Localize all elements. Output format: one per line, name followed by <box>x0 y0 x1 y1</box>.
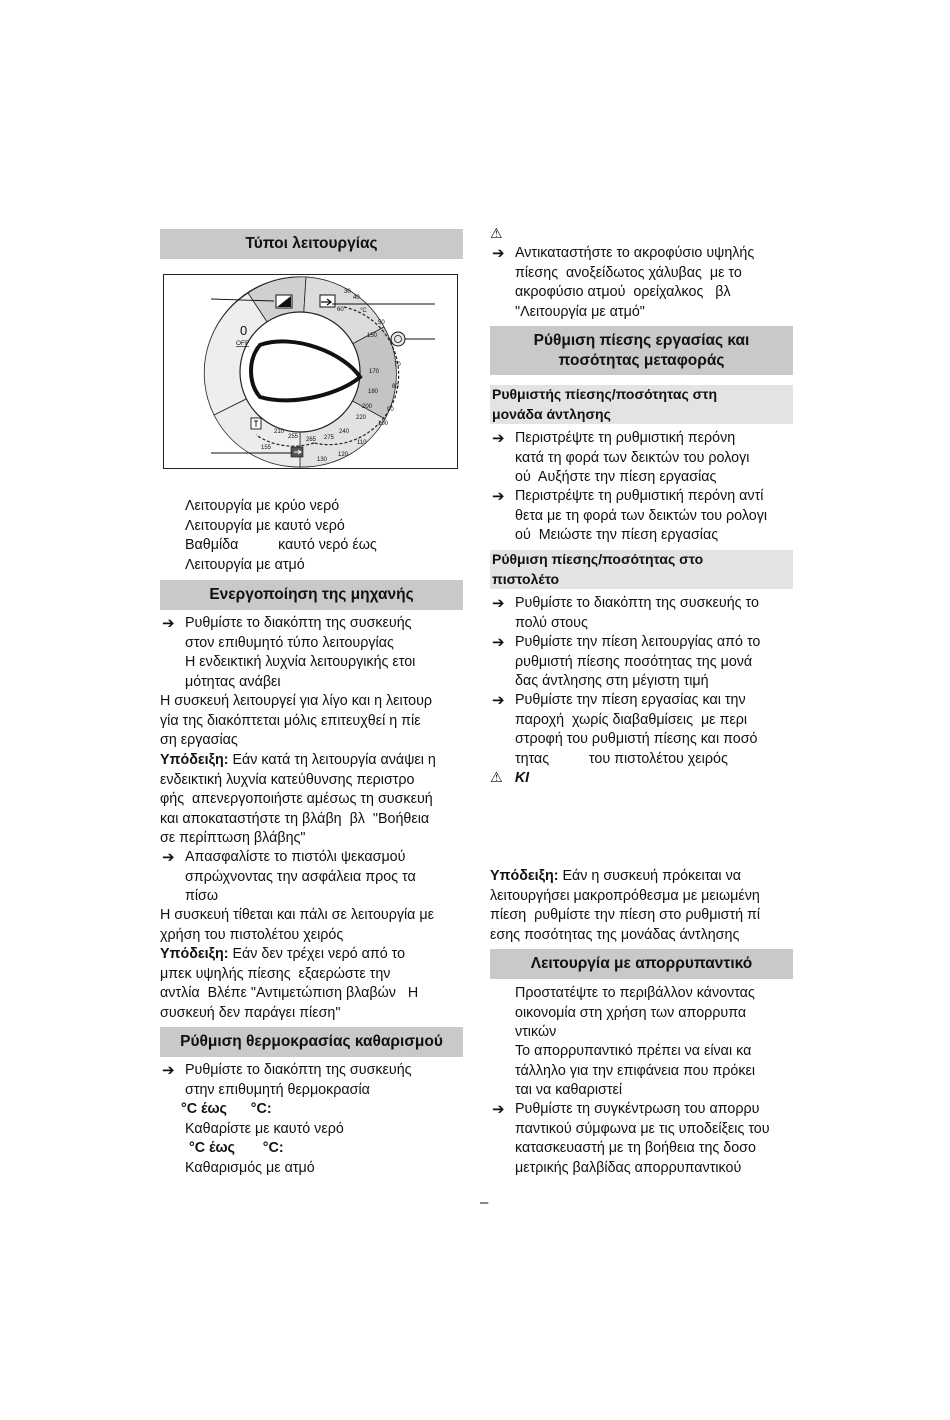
detergent-paragraph-1: Προστατέψτε το περιβάλλον κάνοντας οικονομία στη χρήση των απορρυπα ντικών <box>515 985 755 1040</box>
svg-text:265: 265 <box>306 437 317 443</box>
mode-cold: Λειτουργία με κρύο νερό <box>185 498 340 514</box>
heading-text: Τύποι λειτουργίας <box>245 235 378 252</box>
svg-text:275: 275 <box>324 435 335 441</box>
heading-text: Ρύθμιση πίεσης εργασίας και <box>533 331 750 349</box>
start-hint-1: Υπόδειξη: Εάν κατά τη λειτουργία ανάψει η ενδεικτική λυχνία κατεύθυνσης περιστρο φής απενεργοποιήστε αμέσως τη συσκευή και αποκαταστήστε τη βλάβη βλ "Βοήθεια σε περίπτωση βλάβης" <box>160 752 436 846</box>
pressure-hint: Υπόδειξη: Εάν η συσκευή πρόκειται να λειτουργήσει μακροπρόθεσμα με μειωμένη πίεση ρυθμίστε την πίεση στο ρυθμιστή πί εσης ποσότητας της μονάδας άντλησης <box>490 868 761 943</box>
start-paragraph-1: Η συσκευή λειτουργεί για λίγο και η λειτουρ γία της διακόπτεται μόλις επιτευχθεί η πίε ση εργασίας <box>160 693 433 748</box>
svg-text:220: 220 <box>356 415 367 421</box>
start-bullet-2: ➔ Απασφαλίστε το πιστόλι ψεκασμού σπρώχνοντας την ασφάλεια προς τα πίσω <box>162 849 416 904</box>
section-heading-modes <box>160 229 463 259</box>
heading-text: ποσότητας μεταφοράς <box>558 351 725 369</box>
gun-bullet-2: ➔ Ρυθμίστε την πίεση λειτουργίας από το ρυθμιστή πίεσης ποσότητας της μονά δας άντλησης στη μέγιστη τιμή <box>492 634 761 689</box>
temp-bullet-1: ➔ Ρυθμίστε το διακόπτη της συσκευής στην επιθυμητή θερμοκρασία <box>162 1062 412 1098</box>
arrow-right-icon: ➔ <box>492 488 505 505</box>
mode-dial-figure <box>163 274 458 469</box>
arrow-right-icon: ➔ <box>492 634 505 651</box>
svg-text:180: 180 <box>368 389 379 395</box>
heading-text: Λειτουργία με απορρυπαντικό <box>530 955 753 972</box>
start-bullet-1: ➔ Ρυθμίστε το διακόπτη της συσκευής στον επιθυμητό τύπο λειτουργίας Η ενδεικτική λυχνία λειτουργικής ετοι μότητας ανάβει <box>162 615 416 690</box>
svg-text:80: 80 <box>392 384 399 390</box>
heading-text: Ρύθμιση θερμοκρασίας καθαρισμού <box>180 1033 443 1050</box>
svg-text:210: 210 <box>274 429 285 435</box>
arrow-right-icon: ➔ <box>162 849 175 866</box>
subheading-pump: Ρυθμιστής πίεσης/ποσότητας στη μονάδα άντλησης <box>490 385 793 424</box>
warning-triangle-icon: ⚠ <box>490 225 503 241</box>
svg-text:90: 90 <box>387 407 394 413</box>
temp-range-2: °C έως °C: Καθαρισμός με ατμό <box>185 1140 315 1176</box>
section-heading-temperature <box>160 1027 463 1057</box>
arrow-right-icon: ➔ <box>492 245 505 262</box>
subheading-gun: Ρύθμιση πίεσης/ποσότητας στο πιστολέτο <box>490 550 793 589</box>
mode-stage: Βαθμίδα καυτό νερό έως <box>185 537 377 553</box>
pump-bullet-1: ➔ Περιστρέψτε τη ρυθμιστική περόνη κατά τη φορά των δεικτών του ρολογι ού Αυξήστε την πίεση εργασίας <box>492 430 750 485</box>
arrow-right-icon: ➔ <box>492 1101 505 1118</box>
mode-list <box>185 497 377 575</box>
svg-text:°C: °C <box>360 308 367 314</box>
start-paragraph-2: Η συσκευή τίθεται και πάλι σε λειτουργία με χρήση του πιστολέτου χειρός <box>160 907 435 943</box>
gun-bullet-3: ➔ Ρυθμίστε την πίεση εργασίας και την παροχή χωρίς διαβαθμίσεις με περι στροφή του ρυθμιστή πίεσης και ποσό τητας του πιστολέτου χειρός <box>492 692 758 767</box>
svg-text:150: 150 <box>367 333 378 339</box>
steam-icon <box>291 447 303 457</box>
temp-range-1: °C έως °C: Καθαρίστε με καυτό νερό <box>181 1101 344 1137</box>
warning-triangle-icon: ⚠ <box>490 770 503 786</box>
off-label: OFF <box>236 340 249 347</box>
arrow-right-icon: ➔ <box>492 430 505 447</box>
dial-diagram <box>164 275 457 468</box>
service-icon <box>251 418 261 429</box>
detergent-paragraph-2: Το απορρυπαντικό πρέπει να είναι κα τάλληλο για την επιφάνεια που πρόκει ται να καθαριστεί <box>515 1043 756 1098</box>
hint-label: Υπόδειξη: <box>490 868 559 884</box>
mode-hot: Λειτουργία με καυτό νερό <box>185 517 345 534</box>
svg-text:255: 255 <box>288 434 299 440</box>
detergent-bullet-1: ➔ Ρυθμίστε τη συγκέντρωση του απορρυ παντικού σύμφωνα με τις υποδείξεις του κατασκευαστή με τη βοήθεια της δοσο μετρικής βαλβίδας απορρυπαντικού <box>492 1101 770 1176</box>
svg-text:110: 110 <box>357 440 367 446</box>
arrow-right-icon: ➔ <box>492 595 505 612</box>
arrow-right-icon: ➔ <box>162 1062 175 1079</box>
svg-text:200: 200 <box>362 404 373 410</box>
hint-label: Υπόδειξη: <box>160 946 229 962</box>
cold-water-icon <box>276 295 292 308</box>
heading-text: Ενεργοποίηση της μηχανής <box>209 586 414 603</box>
page-number: – <box>480 1194 489 1211</box>
warning-ki: ⚠ KI <box>490 770 530 786</box>
svg-text:40: 40 <box>353 295 360 301</box>
pump-bullet-2: ➔ Περιστρέψτε τη ρυθμιστική περόνη αντί θετα με τη φορά των δεικτών του ρολογι ού Μειώστε την πίεση εργασίας <box>492 488 768 543</box>
svg-text:155: 155 <box>261 445 272 451</box>
arrow-right-icon: ➔ <box>162 615 175 632</box>
hint-label: Υπόδειξη: <box>160 752 229 768</box>
svg-text:70: 70 <box>394 362 401 368</box>
svg-text:100: 100 <box>378 421 389 427</box>
arrow-right-icon: ➔ <box>492 692 505 709</box>
svg-text:50: 50 <box>378 320 385 326</box>
mode-steam: Λειτουργία με ατμό <box>185 556 305 573</box>
svg-text:30: 30 <box>344 289 351 295</box>
svg-text:120: 120 <box>338 452 349 458</box>
start-hint-2: Υπόδειξη: Εάν δεν τρέχει νερό από το μπεκ υψηλής πίεσης εξαερώστε την αντλία Βλέπε "Αντιμετώπιση βλαβών Η συσκευή δεν παράγει πίεση" <box>160 946 419 1021</box>
section-heading-detergent <box>490 949 793 979</box>
section-heading-pressure <box>490 326 793 375</box>
section-heading-start <box>160 580 463 610</box>
indicator-lamp-icon <box>391 332 405 346</box>
off-zero-label: 0 <box>240 323 248 338</box>
svg-text:240: 240 <box>339 429 350 435</box>
gun-bullet-1: ➔ Ρυθμίστε το διακόπτη της συσκευής το πολύ στους <box>492 595 759 631</box>
svg-text:60: 60 <box>337 307 344 313</box>
nozzle-bullet: ➔ Αντικαταστήστε το ακροφύσιο υψηλής πίεσης ανοξείδωτος χάλυβας με το ακροφύσιο ατμού ορείχαλκος βλ "Λειτουργία με ατμό" <box>492 245 755 320</box>
svg-text:170: 170 <box>369 369 380 375</box>
svg-text:130: 130 <box>317 457 328 463</box>
hot-water-icon <box>320 295 335 307</box>
